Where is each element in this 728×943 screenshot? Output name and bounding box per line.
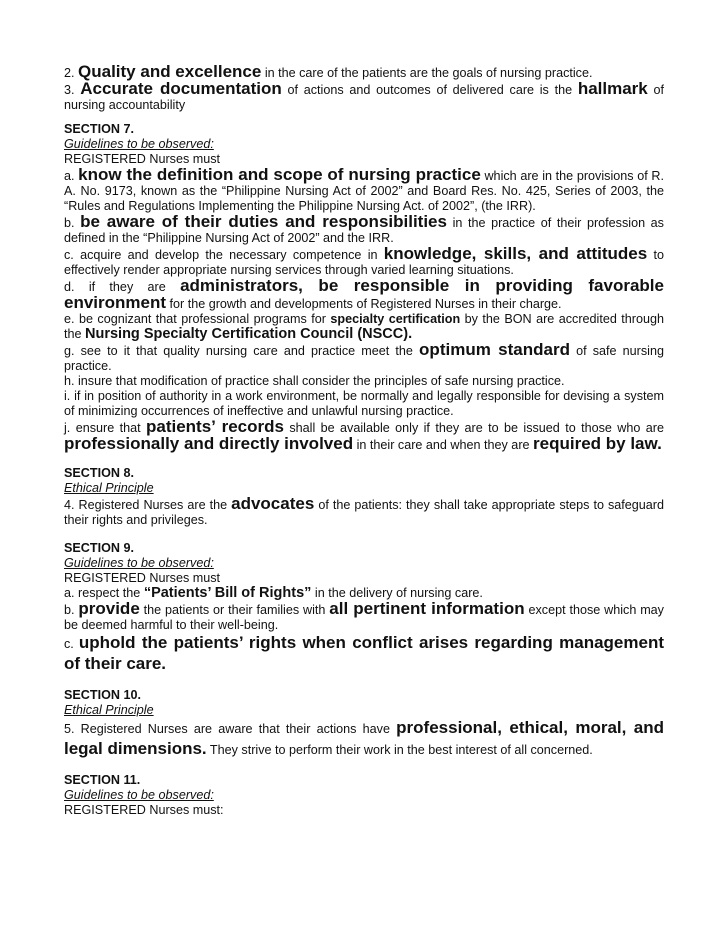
section-7-item-e: e. be cognizant that professional programs for specialty certification by the BON are accredited through the Nursing Specialty Certification Council (NSCC). — [64, 312, 664, 342]
emphasis-text: hallmark — [577, 79, 648, 98]
section-7-item-b: b. be aware of their duties and responsibilities in the practice of their profession as defined in the “Philippine Nursing Act of 2002” and the IRR. — [64, 212, 664, 245]
body-text: of nursing accountability — [64, 83, 664, 112]
section-9-title: SECTION 9. — [64, 541, 134, 555]
section-8-title: SECTION 8. — [64, 466, 134, 480]
section-7-item-a: a. know the definition and scope of nursing practice which are in the provisions of R. A. No. 9173, known as the “Philippine Nursing Act of 2002” and Board Res. No. 425, Series of 2003, the “Rules and Regulations Implementing the Philippine Nursing Act. of 2002”, (the IRR). — [64, 165, 664, 213]
section-9-lead: REGISTERED Nurses must — [64, 571, 221, 585]
section-9-item-b: b. provide the patients or their families with all pertinent information except those which may be deemed harmful to their well-being. — [64, 599, 664, 632]
section-7-item-g: g. see to it that quality nursing care and practice meet the optimum standard of safe nursing practice. — [64, 340, 664, 373]
section-7-item-i: i. if in position of authority in a work environment, be normally and legally responsible for devising a system of minimizing occurrences of ineffective and unlawful nursing practice. — [64, 389, 664, 418]
section-10-title: SECTION 10. — [64, 688, 141, 702]
body-text: in the care of the patients are the goals of nursing practice. — [261, 66, 593, 80]
section-11-lead: REGISTERED Nurses must: — [64, 803, 224, 817]
emphasis-text: Accurate documentation — [80, 79, 282, 98]
item-number: 2. — [64, 66, 79, 80]
section-7-item-h: h. insure that modification of practice shall consider the principles of safe nursing practice. — [64, 374, 565, 388]
section-9-subtitle: Guidelines to be observed: — [64, 556, 214, 570]
section-7-item-j: j. ensure that patients’ records shall be available only if they are to be issued to those who are professionally and directly involved in their care and when they are required by law. — [64, 417, 664, 453]
section-8-subtitle: Ethical Principle — [64, 481, 154, 495]
section-11-title: SECTION 11. — [64, 773, 141, 787]
section-7-item-c: c. acquire and develop the necessary competence in knowledge, skills, and attitudes to effectively render appropriate nursing services through varied learning situations. — [64, 244, 664, 277]
section-9-item-a: a. respect the “Patients’ Bill of Rights” in the delivery of nursing care. — [64, 585, 483, 601]
section-7-item-d: d. if they are administrators, be responsible in providing favorable environment for the growth and developments of Registered Nurses in their charge. — [64, 276, 664, 312]
section-11-subtitle: Guidelines to be observed: — [64, 788, 214, 802]
section-7-subtitle: Guidelines to be observed: — [64, 137, 214, 151]
item-number: 3. — [64, 83, 81, 97]
principle-5: 5. Registered Nurses are aware that their actions have professional, ethical, moral, and legal dimensions. They strive to perform their work in the best interest of all concerned. — [64, 718, 664, 758]
body-text: of actions and outcomes of delivered care is the — [281, 83, 578, 97]
item-3 — [64, 81, 664, 113]
section-7-title: SECTION 7. — [64, 122, 134, 136]
section-9-item-c: c. uphold the patients’ rights when conflict arises regarding management of their care. — [64, 633, 665, 673]
section-10-subtitle: Ethical Principle — [64, 703, 154, 717]
emphasis-text: Quality and excellence — [78, 62, 262, 81]
section-7-lead: REGISTERED Nurses must — [64, 152, 221, 166]
principle-4: 4. Registered Nurses are the advocates of the patients: they shall take appropriate steps to safeguard their rights and privileges. — [64, 494, 664, 527]
